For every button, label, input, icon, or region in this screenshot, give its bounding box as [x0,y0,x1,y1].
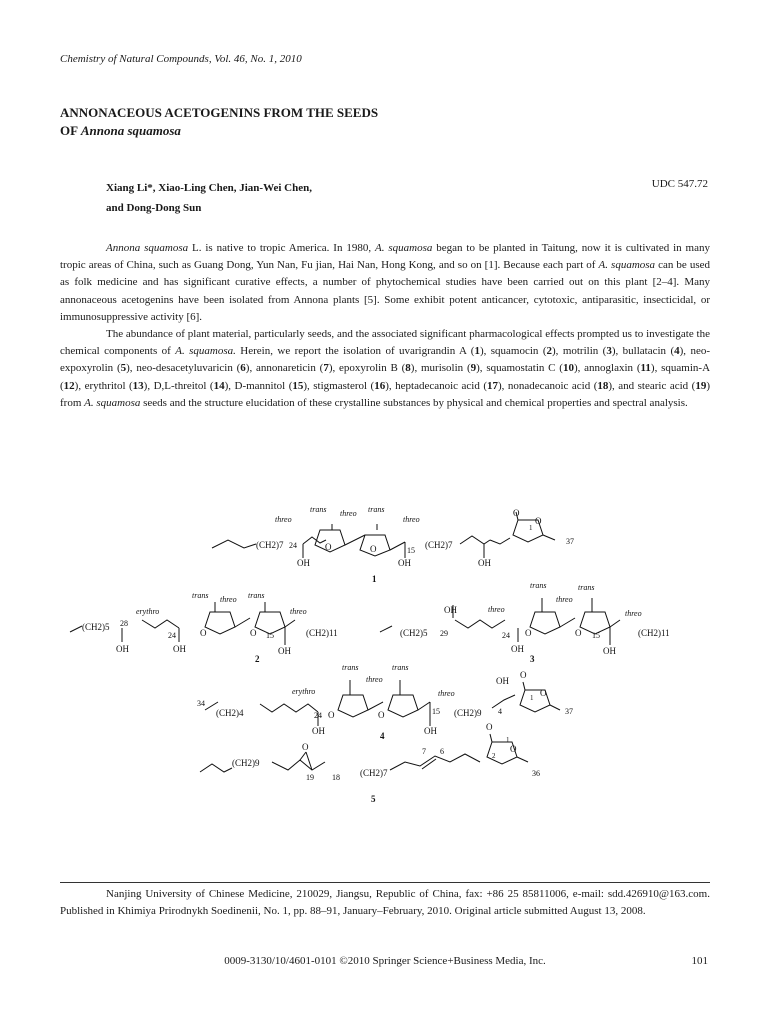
species-name: A. squamosa [375,242,433,254]
oxygen-label: O [325,542,332,552]
hydroxyl-label: OH [312,726,325,736]
compound-ref: 1 [474,345,480,358]
carbon-number: 34 [197,699,205,708]
label-trans: trans [368,505,385,514]
text-run: can be used as folk medicine and has significant curative effects, a number of phytochemical studies have been carried out on this plant [2–4]. Many annonaceous acetogenins have been isolated from Annona plants [5]. Some exhibit potent anticancer, cytotoxic, antiparasitic, insecticidal, or immunosuppressive activity [6]. [60,259,711,323]
compound-ref: 10 [562,362,574,375]
compound-ref: 6 [240,362,246,375]
label-threo: threo [403,515,420,524]
compound-ref: 14 [213,379,225,392]
label-threo: threo [366,675,383,684]
oxygen-label: O [520,670,527,680]
chain-label: (CH2)9 [232,758,260,768]
authors-line-1: Xiang Li*, Xiao-Ling Chen, Jian-Wei Chen, [106,182,312,194]
compound-ref: 16 [374,379,386,392]
hydroxyl-label: OH [511,644,524,654]
hydroxyl-label: OH [444,605,457,615]
hydroxyl-label: OH [496,676,509,686]
article-body [60,240,710,412]
label-trans: trans [392,663,409,672]
copyright-line: 0009-3130/10/4601-0101 ©2010 Springer Science+Business Media, Inc. [224,955,546,967]
label-trans: trans [342,663,359,672]
article-title [60,104,378,140]
oxygen-label: O [370,544,377,554]
label-trans: trans [530,581,547,590]
compound-ref: 3 [606,345,612,358]
carbon-number: 29 [440,629,448,638]
title-species: Annona squamosa [80,123,181,138]
carbon-number: 15 [432,707,440,716]
hydroxyl-label: OH [398,558,411,568]
chemical-structures-figure [60,490,720,840]
carbon-number: 24 [289,541,297,550]
compound-ref: 15 [292,379,304,392]
compound-ref: 2 [546,345,552,358]
text-run: ), murisolin ( [410,362,471,375]
species-name: A. squamosa. [175,345,236,358]
text-run: began to be planted in Taitung, now it is cultivated in many tropic areas of China, such as Guang Dong, Yun Nan, Fu jian, Hai Nan, Hong Kong, and so on [1]. Because each part of [60,242,710,272]
carbon-number: 1 [530,694,534,702]
compound-ref: 4 [674,345,680,358]
text-run: ), D,L-threitol ( [143,379,214,392]
hydroxyl-label: OH [478,558,491,568]
chain-label: (CH2)11 [638,628,670,638]
hydroxyl-label: OH [297,558,310,568]
compound-ref: 19 [695,379,707,392]
compound-ref: 5 [120,362,127,375]
carbon-number: 15 [592,631,600,640]
label-threo: threo [438,689,455,698]
carbon-number: 7 [422,747,426,756]
title-prefix: OF [60,123,81,138]
text-run: ), neo-desacetyluvaricin ( [126,362,241,375]
page-number: 101 [691,955,708,967]
oxygen-label: O [328,710,335,720]
carbon-number: 1 [529,524,533,532]
label-erythro: erythro [136,607,160,616]
compound-number: 3 [530,654,535,664]
compound-number: 2 [255,654,260,664]
chain-label: (CH2)7 [360,768,388,778]
title-line-1: ANNONACEOUS ACETOGENINS FROM THE SEEDS [60,105,379,120]
title-line-2 [60,122,378,140]
carbon-number: 4 [498,707,502,716]
label-trans: trans [192,591,209,600]
text-run: ), bullatacin ( [611,345,675,358]
text-run: ), annonareticin ( [245,362,324,375]
oxygen-label: O [200,628,207,638]
label-threo: threo [275,515,292,524]
hydroxyl-label: OH [424,726,437,736]
text-run: ), squamin-A ( [60,362,711,392]
species-name: Annona squamosa [106,242,189,254]
label-threo: threo [488,605,505,614]
oxygen-label: O [535,516,542,526]
hydroxyl-label: OH [173,644,186,654]
carbon-number: 15 [266,631,274,640]
chain-label: (CH2)7 [256,540,284,550]
text-run: ), D-mannitol ( [224,379,293,392]
text-run: ), nonadecanoic acid ( [498,379,598,392]
carbon-number: 1 [506,736,510,744]
species-name: A. squamosa [84,396,141,409]
oxygen-label: O [250,628,257,638]
label-threo: threo [556,595,573,604]
chain-label: (CH2)7 [425,540,453,550]
hydroxyl-label: OH [278,646,291,656]
carbon-number: 6 [440,747,444,756]
compound-ref: 18 [597,379,609,392]
journal-citation: Chemistry of Natural Compounds, Vol. 46, No. 1, 2010 [60,53,302,65]
text-run: ), neo-expoxyrolin ( [60,345,710,375]
compound-ref: 11 [640,362,651,375]
text-run: ), epoxyrolin B ( [328,362,406,375]
chain-label: (CH2)5 [82,622,110,632]
oxygen-label: O [525,628,532,638]
text-run: ) from [60,379,711,409]
label-threo: threo [290,607,307,616]
carbon-number: 37 [565,707,573,716]
compound-number: 4 [380,731,385,741]
species-name: A. squamosa [598,259,656,272]
compound-ref: 9 [470,362,477,375]
authors-line-2: and Dong-Dong Sun [106,202,202,214]
text-run: ), motrilin ( [552,345,607,358]
affiliation-text: Nanjing University of Chinese Medicine, 210029, Jiangsu, Republic of China, fax: +86 25 85811006, e-mail: sdd.426910@163.com. Published in Khimiya Prirodnykh Soedinenii, No. 1, pp. 88–91, January–February, 2010. Original article submitted August 13, 2008. [60,888,710,917]
text-run: ), squamostatin C ( [476,362,563,375]
label-threo: threo [220,595,237,604]
carbon-number: 18 [332,773,340,782]
carbon-number: 2 [492,752,496,760]
text-run: ), erythritol ( [74,379,133,392]
label-trans: trans [310,505,327,514]
oxygen-label: O [575,628,582,638]
text-run: Herein, we report the isolation of uvarigrandin A ( [235,345,475,358]
compound-ref: 8 [405,362,411,375]
text-run: The abundance of plant material, particularly seeds, and the associated significant pharmacological effects prompted us to investigate the chemical components of [60,328,710,358]
oxygen-label: O [486,722,493,732]
chain-label: (CH2)11 [306,628,338,638]
carbon-number: 28 [120,619,128,628]
chain-label: (CH2)9 [454,708,482,718]
compound-ref: 17 [487,379,499,392]
chain-label: (CH2)5 [400,628,428,638]
compound-ref: 12 [63,379,75,392]
label-trans: trans [248,591,265,600]
text-run: ), and stearic acid ( [608,379,696,392]
label-trans: trans [578,583,595,592]
affiliation-footnote [60,886,710,920]
label-erythro: erythro [292,687,316,696]
compound-ref: 13 [132,379,144,392]
text-run: ), squamocin ( [479,345,547,358]
carbon-number: 24 [502,631,510,640]
oxygen-label: O [513,508,520,518]
carbon-number: 24 [314,711,322,720]
text-run: ), annoglaxin ( [573,362,641,375]
hydroxyl-label: OH [116,644,129,654]
carbon-number: 24 [168,631,176,640]
text-run: ), stigmasterol ( [303,379,375,392]
chain-label: (CH2)4 [216,708,244,718]
hydroxyl-label: OH [603,646,616,656]
carbon-number: 19 [306,773,314,782]
carbon-number: 15 [407,546,415,555]
compound-ref: 7 [323,362,329,375]
author-list [106,178,312,218]
carbon-number: 37 [566,537,574,546]
paragraph-isolation [60,326,710,412]
carbon-number: 36 [532,769,540,778]
text-run: L. is native to tropic America. In 1980, [188,242,375,254]
oxygen-label: O [510,744,517,754]
label-threo: threo [340,509,357,518]
text-run: seeds and the structure elucidation of these crystalline substances by physical and chemical properties and spectral analysis. [140,396,688,409]
oxygen-label: O [302,742,309,752]
paragraph-intro [60,240,710,326]
footnote-rule [60,882,710,883]
udc-code: UDC 547.72 [651,178,708,190]
compound-number: 5 [371,794,376,804]
label-threo: threo [625,609,642,618]
oxygen-label: O [378,710,385,720]
text-run: ), heptadecanoic acid ( [385,379,488,392]
compound-number: 1 [372,574,377,584]
oxygen-label: O [540,688,547,698]
